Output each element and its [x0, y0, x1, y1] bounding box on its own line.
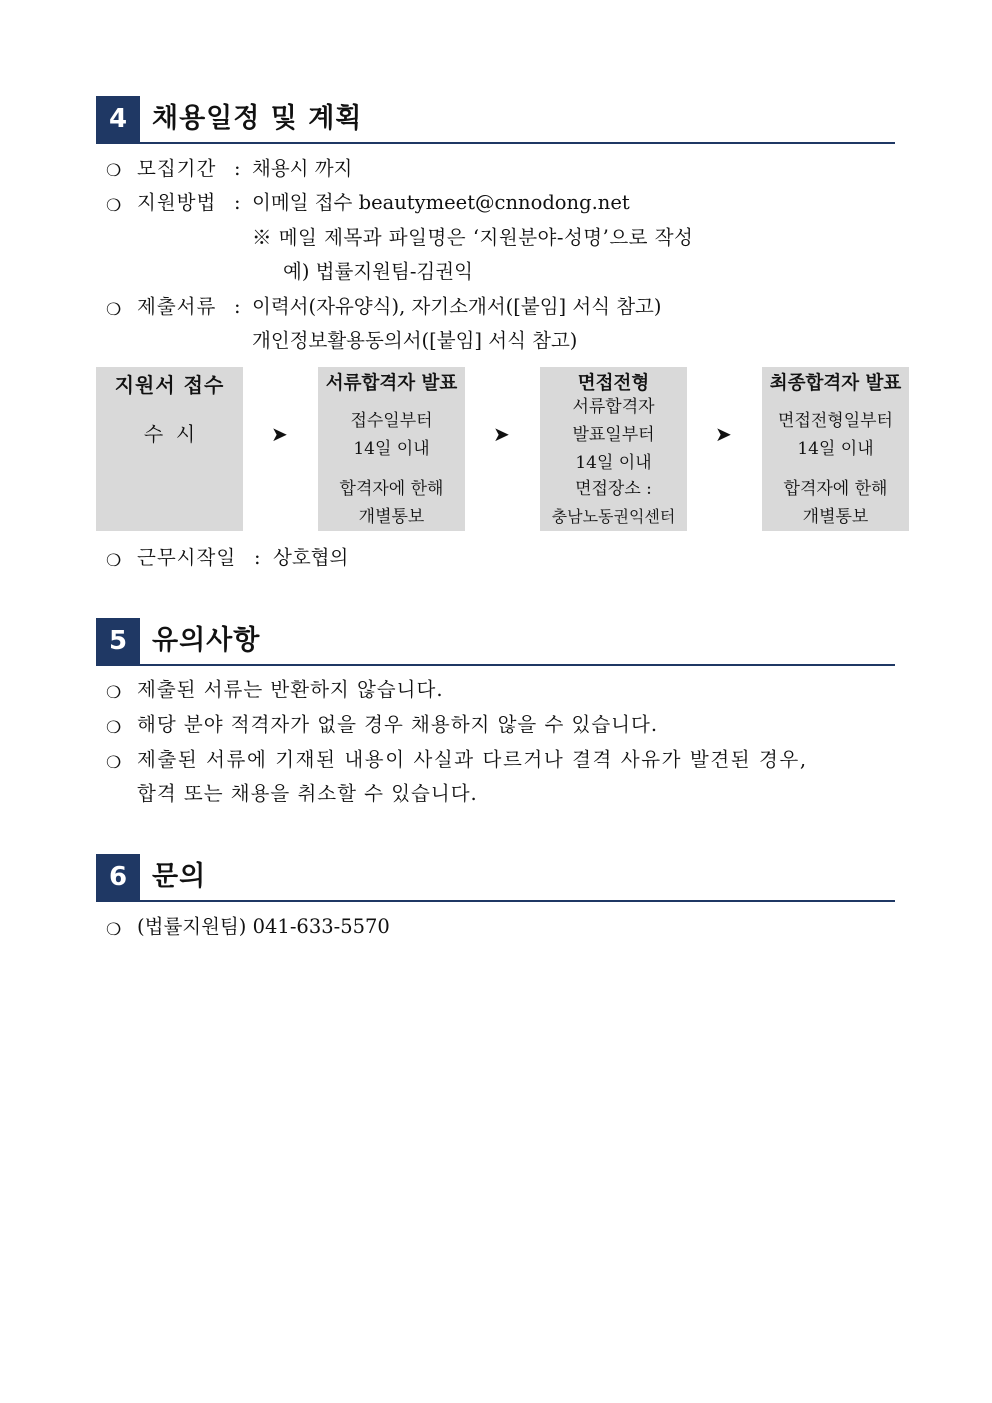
section-heading [96, 854, 895, 902]
colon: : [234, 191, 241, 214]
flow-step-title: 서류합격자 발표 [325, 373, 458, 394]
flow-step-title: 최종합격자 발표 [769, 373, 902, 394]
section-4-header [96, 96, 895, 144]
contact-text: (법률지원팀) 041-633-5570 [137, 915, 390, 938]
arrow-icon: ➤ [493, 422, 510, 446]
section-5-header [96, 618, 895, 666]
bullet-icon: ❍ [106, 920, 122, 940]
notice-item: 해당 분야 적격자가 없을 경우 채용하지 않을 수 있습니다. [137, 713, 659, 736]
recruit-label: 모집기간 [137, 157, 217, 180]
flow-step-text: 14일 이내 [797, 439, 874, 459]
notice-item-cont: 합격 또는 채용을 취소할 수 있습니다. [137, 782, 478, 805]
section-title: 유의사항 [152, 625, 261, 656]
start-value: 상호협의 [273, 546, 349, 569]
notice-item: 제출된 서류는 반환하지 않습니다. [137, 678, 444, 701]
flow-step-text: 접수일부터 [350, 411, 433, 431]
flow-step-final-result [762, 367, 909, 531]
section-title: 채용일정 및 계획 [152, 103, 363, 134]
flow-step-text: 수 시 [143, 422, 196, 446]
flow-step-text: 14일 이내 [353, 439, 430, 459]
apply-label: 지원방법 [137, 191, 217, 214]
flow-step-text: 발표일부터 [572, 425, 655, 445]
start-label: 근무시작일 [137, 546, 237, 569]
notice-item: 제출된 서류에 기재된 내용이 사실과 다르거나 결격 사유가 발견된 경우, [137, 748, 808, 771]
bullet-icon: ❍ [106, 196, 122, 216]
section-6-header [96, 854, 895, 902]
flow-step-text: 개별통보 [802, 507, 869, 527]
section-title: 문의 [152, 861, 207, 892]
flow-step-text: 면접장소 : [575, 479, 652, 499]
section-heading [96, 96, 895, 144]
bullet-icon: ❍ [106, 551, 122, 571]
colon: : [254, 546, 261, 569]
flow-step-text: 합격자에 한해 [339, 479, 444, 499]
apply-value: 이메일 접수 beautymeet@cnnodong.net [252, 191, 630, 214]
apply-note: ※ 메일 제목과 파일명은 ‘지원분야-성명’으로 작성 [252, 226, 694, 249]
section-number: 6 [96, 854, 140, 900]
flow-step-document-result [318, 367, 465, 531]
recruit-value: 채용시 까지 [252, 157, 353, 180]
flow-step-text: 14일 이내 [575, 453, 652, 473]
bullet-icon: ❍ [106, 753, 122, 773]
flow-step-title: 면접전형 [577, 373, 650, 394]
flow-step-text: 개별통보 [358, 507, 425, 527]
section-number: 5 [96, 618, 140, 664]
bullet-icon: ❍ [106, 718, 122, 738]
docs-value: 이력서(자유양식), 자기소개서([붙임] 서식 참고) [252, 295, 662, 318]
arrow-icon: ➤ [271, 422, 288, 446]
arrow-icon: ➤ [715, 422, 732, 446]
apply-example: 예) 법률지원팀-김권익 [283, 260, 473, 283]
flow-step-text: 서류합격자 [572, 397, 655, 417]
section-number: 4 [96, 96, 140, 142]
flow-step-interview [540, 367, 687, 531]
colon: : [234, 157, 241, 180]
section-heading [96, 618, 895, 666]
flow-step-application [96, 367, 243, 531]
flow-step-text: 충남노동권익센터 [551, 507, 676, 526]
bullet-icon: ❍ [106, 683, 122, 703]
flow-step-text: 면접전형일부터 [778, 411, 893, 431]
bullet-icon: ❍ [106, 161, 122, 181]
docs-label: 제출서류 [137, 295, 217, 318]
flow-step-text: 합격자에 한해 [783, 479, 888, 499]
flow-step-title: 지원서 접수 [114, 373, 225, 397]
docs-value-cont: 개인정보활용동의서([붙임] 서식 참고) [252, 329, 578, 352]
colon: : [234, 295, 241, 318]
bullet-icon: ❍ [106, 300, 122, 320]
